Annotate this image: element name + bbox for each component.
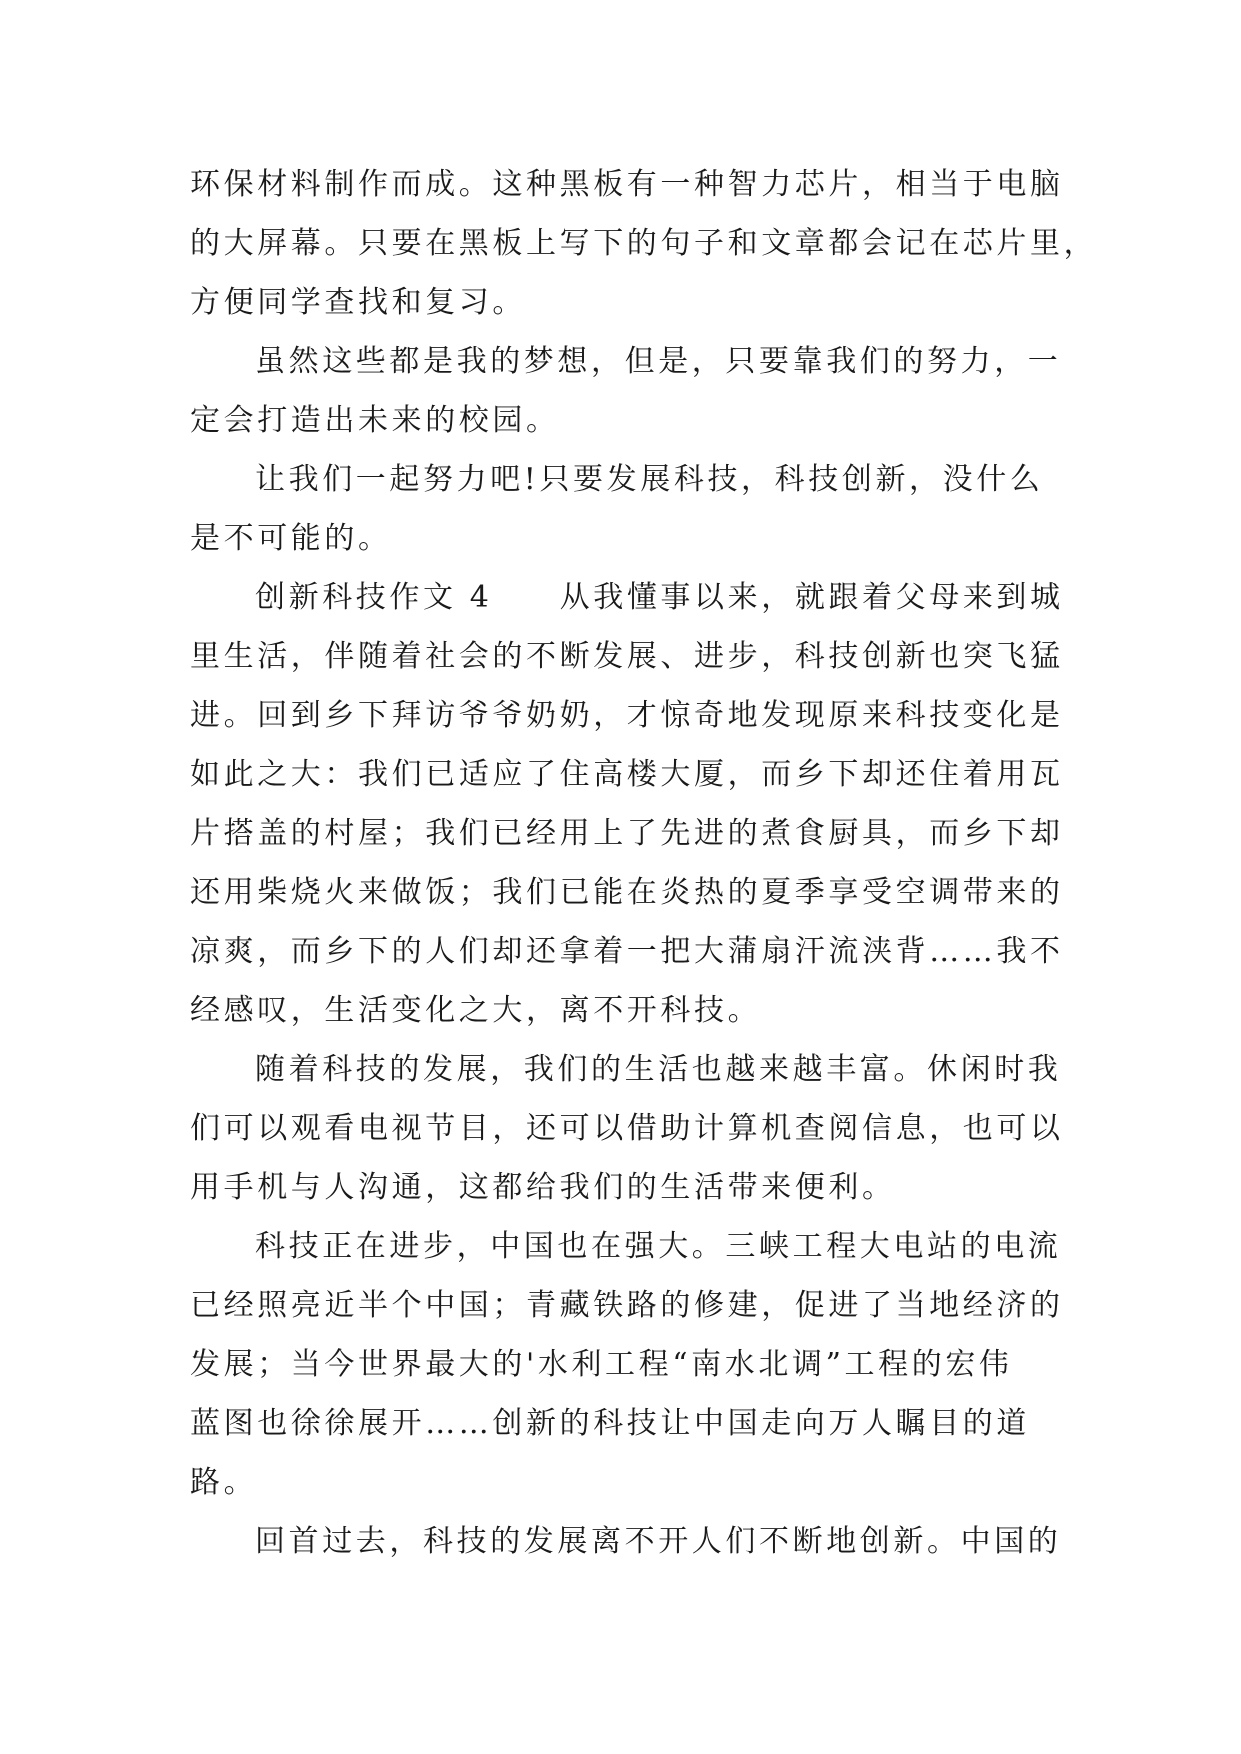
text-line: 蓝图也徐徐展开……创新的科技让中国走向万人瞩目的道	[190, 1406, 1030, 1441]
text-line: 创新科技作文 4 从我懂事以来，就跟着父母来到城	[255, 580, 1064, 615]
text-line: 让我们一起努力吧!只要发展科技，科技创新，没什么	[255, 462, 1044, 497]
text-line: 是不可能的。	[190, 521, 392, 556]
text-line: 科技正在进步，中国也在强大。三峡工程大电站的电流	[255, 1229, 1062, 1264]
text-line: 发展；当今世界最大的'水利工程“南水北调”工程的宏伟	[190, 1347, 1013, 1382]
text-line: 进。回到乡下拜访爷爷奶奶，才惊奇地发现原来科技变化是	[190, 698, 1064, 733]
text-line: 定会打造出未来的校园。	[190, 403, 560, 438]
text-line: 里生活，伴随着社会的不断发展、进步，科技创新也突飞猛	[190, 639, 1064, 674]
text-line: 环保材料制作而成。这种黑板有一种智力芯片，相当于电脑	[190, 167, 1064, 202]
text-line: 用手机与人沟通，这都给我们的生活带来便利。	[190, 1170, 896, 1205]
text-line: 如此之大：我们已适应了住高楼大厦，而乡下却还住着用瓦	[190, 757, 1064, 792]
text-line: 经感叹，生活变化之大，离不开科技。	[190, 993, 762, 1028]
text-line: 凉爽，而乡下的人们却还拿着一把大蒲扇汗流浃背……我不	[190, 934, 1064, 969]
text-line: 随着科技的发展，我们的生活也越来越丰富。休闲时我	[255, 1052, 1062, 1087]
body-text	[190, 155, 1098, 1571]
text-line: 已经照亮近半个中国；青藏铁路的修建，促进了当地经济的	[190, 1288, 1064, 1323]
text-line: 还用柴烧火来做饭；我们已能在炎热的夏季享受空调带来的	[190, 875, 1064, 910]
text-line: 回首过去，科技的发展离不开人们不断地创新。中国的	[255, 1524, 1062, 1559]
text-line: 路。	[190, 1465, 258, 1500]
text-line: 方便同学查找和复习。	[190, 285, 526, 320]
text-line: 虽然这些都是我的梦想，但是，只要靠我们的努力，一	[255, 344, 1062, 379]
text-line: 们可以观看电视节目，还可以借助计算机查阅信息，也可以	[190, 1111, 1064, 1146]
text-line: 的大屏幕。只要在黑板上写下的句子和文章都会记在芯片里，	[190, 226, 1098, 261]
text-line: 片搭盖的村屋；我们已经用上了先进的煮食厨具，而乡下却	[190, 816, 1064, 851]
